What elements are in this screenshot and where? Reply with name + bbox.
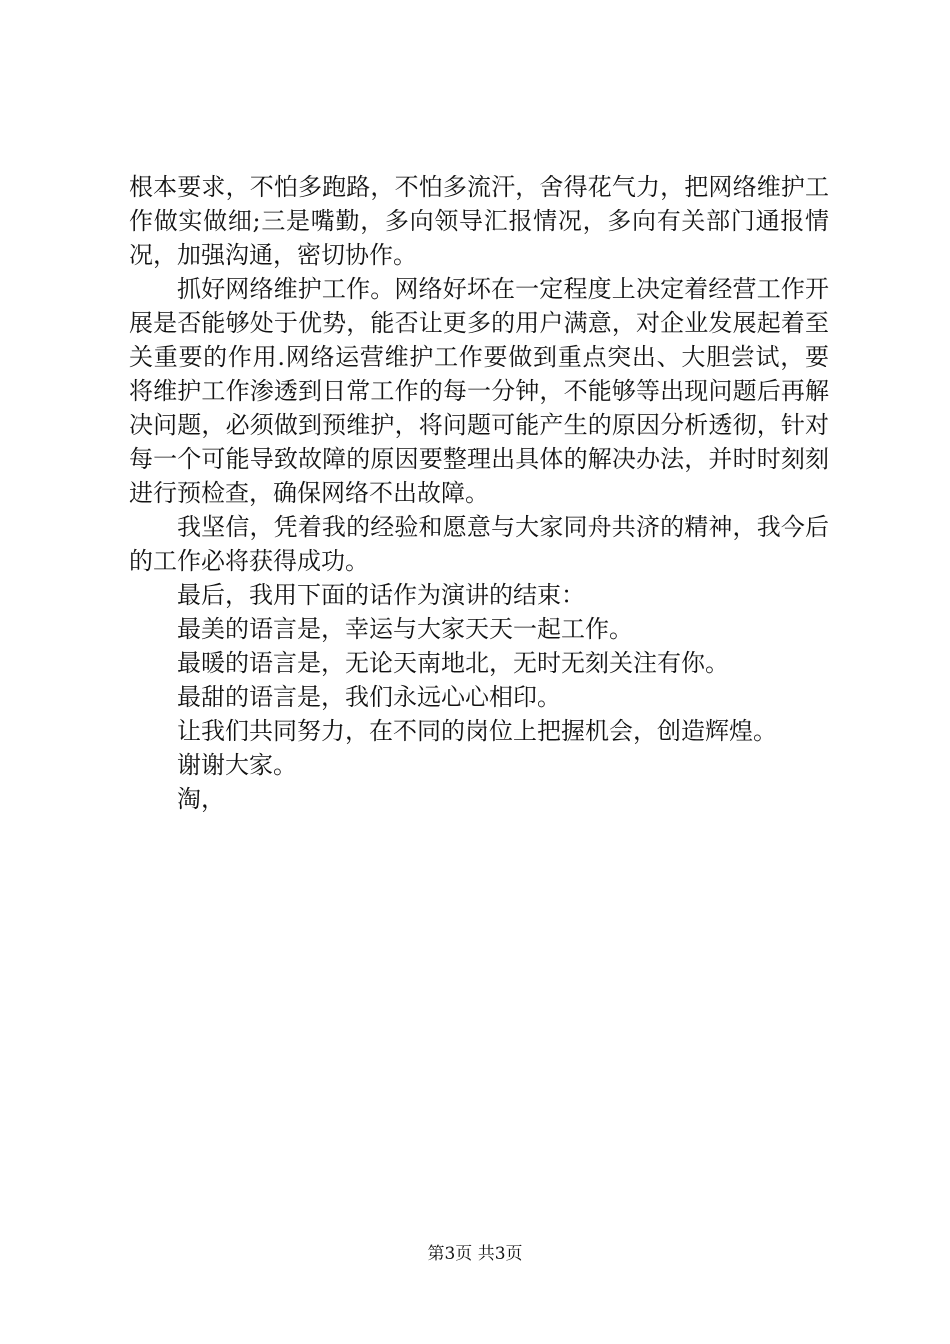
paragraph-closing-intro: 最后，我用下面的话作为演讲的结束： xyxy=(177,581,585,609)
paragraph-thanks: 谢谢大家。 xyxy=(177,751,297,779)
paragraph-network-maintenance: 抓好网络维护工作。网络好坏在一定程度上决定着经营工作开展是否能够处于优势，能否让更多的用户满意，对企业发展起着至关重要的作用.网络运营维护工作要做到重点突出、大胆尝试，要将维护工作渗透到日常工作的每一分钟，不能够等出现问题后再解决问题，必须做到预维护，将问题可能产生的原因分析透彻，针对每一个可能导致故障的原因要整理出具体的解决办法，并时时刻刻进行预检查，确保网络不出故障。 xyxy=(129,275,829,507)
paragraph-continued: 根本要求，不怕多跑路，不怕多流汗，舍得花气力，把网络维护工作做实做细;三是嘴勤，多向领导汇报情况，多向有关部门通报情况，加强沟通，密切协作。 xyxy=(129,173,829,269)
page-number-label: 第3页 共3页 xyxy=(427,1244,523,1264)
paragraph-most-warm: 最暖的语言是，无论天南地北，无时无刻关注有你。 xyxy=(177,649,729,677)
paragraph-most-beautiful: 最美的语言是，幸运与大家天天一起工作。 xyxy=(177,615,633,643)
paragraph-work-together: 让我们共同努力，在不同的岗位上把握机会，创造辉煌。 xyxy=(177,717,777,745)
document-body xyxy=(129,170,829,816)
paragraph-trailing: 淘， xyxy=(177,785,225,813)
paragraph-most-sweet: 最甜的语言是，我们永远心心相印。 xyxy=(177,683,561,711)
paragraph-belief: 我坚信，凭着我的经验和愿意与大家同舟共济的精神，我今后的工作必将获得成功。 xyxy=(129,513,829,575)
page-footer xyxy=(0,1242,950,1266)
